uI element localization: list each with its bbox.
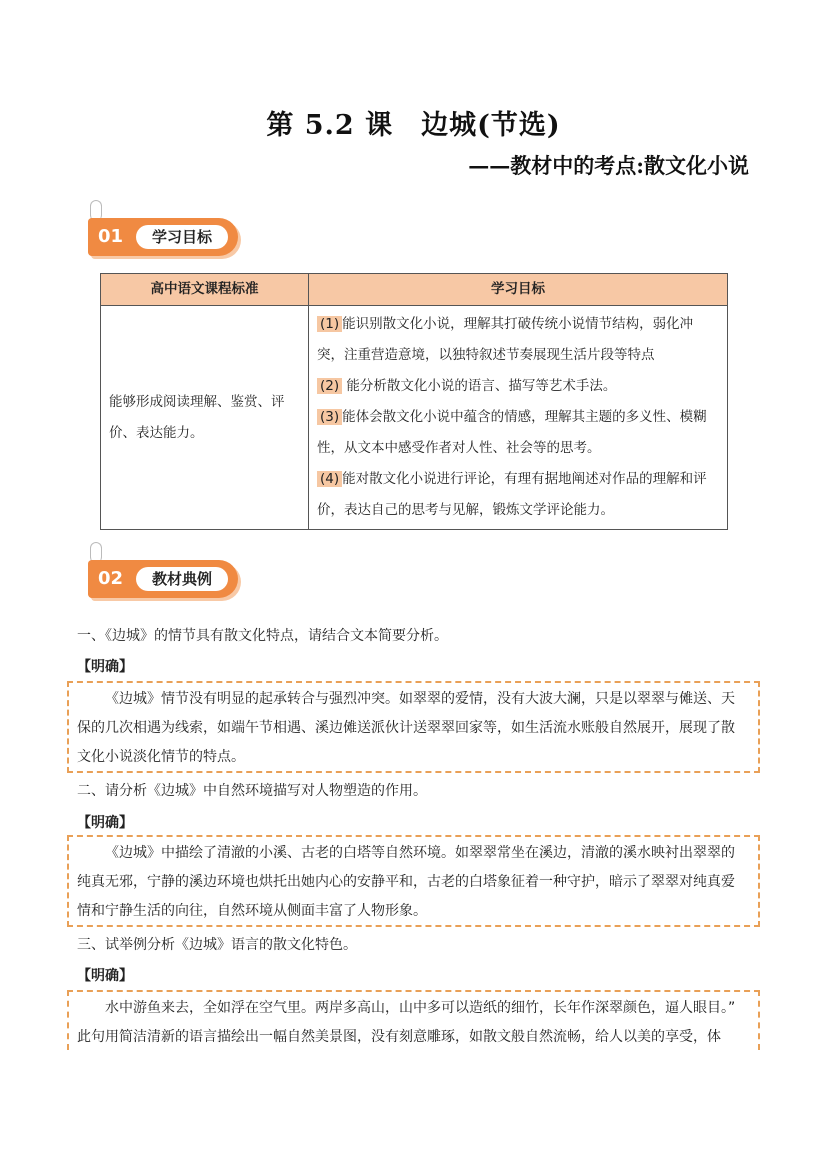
answer-text-1: 《边城》情节没有明显的起承转合与强烈冲突。如翠翠的爱情，没有大波大澜，只是以翠翠与傩送、天保的几次相遇为线索，如端午节相遇、溪边傩送派伙计送翠翠回家等，如生活流水账般自然展开，展现了散文化小说淡化情节的特点。 (77, 691, 735, 765)
question-2: 二、请分析《边城》中自然环境描写对人物塑造的作用。 (77, 783, 427, 799)
goal-item: (2) 能分析散文化小说的语言、描写等艺术手法。 (317, 371, 719, 402)
section-badge-goals (88, 212, 248, 260)
question-3: 三、试举例分析《边城》语言的散文化特色。 (77, 937, 357, 953)
goal-item: (4) 能对散文化小说进行评论，有理有据地阐述对作品的理解和评价，表达自己的思考与见解，锻炼文学评论能力。 (317, 471, 707, 518)
section-number: 02 (98, 568, 124, 589)
goal-item: (3) 能体会散文化小说中蕴含的情感，理解其主题的多义性、模糊性，从文本中感受作者对人性、社会等的思考。 (317, 409, 707, 456)
goal-marker: (2) (317, 378, 342, 394)
goal-item: (1) 能识别散文化小说，理解其打破传统小说情节结构，弱化冲突，注重营造意境，以独特叙述节奏展现生活片段等特点 (317, 316, 694, 363)
answer-label-3: 【明确】 (77, 968, 133, 984)
table-header-goals: 学习目标 (309, 274, 728, 306)
section-badge-examples (88, 554, 248, 602)
goals-cell (309, 306, 728, 530)
section-number: 01 (98, 226, 124, 247)
answer-text-2: 《边城》中描绘了清澈的小溪、古老的白塔等自然环境。如翠翠常坐在溪边，清澈的溪水映衬出翠翠的纯真无邪，宁静的溪边环境也烘托出她内心的安静平和，古老的白塔象征着一种守护，暗示了翠翠对纯真爱情和宁静生活的向往，自然环境从侧面丰富了人物形象。 (77, 845, 735, 919)
table-header-standard: 高中语文课程标准 (101, 274, 309, 306)
section-label: 教材典例 (136, 567, 228, 591)
answer-label-2: 【明确】 (77, 815, 133, 831)
question-1: 一、《边城》的情节具有散文化特点，请结合文本简要分析。 (77, 628, 448, 644)
goal-marker: (4) (317, 471, 342, 487)
goals-table (100, 273, 728, 530)
page-subtitle: ——教材中的考点:散文化小说 (468, 153, 749, 178)
goal-marker: (3) (317, 409, 342, 425)
answer-box-2 (67, 835, 760, 927)
answer-text-3-line1: 水中游鱼来去，全如浮在空气里。两岸多高山，山中多可以造纸的细竹，长年作深翠颜色，逼人眼目。” (105, 1000, 736, 1016)
answer-box-1 (67, 681, 760, 773)
answer-box-3 (67, 990, 760, 1050)
section-label: 学习目标 (136, 225, 228, 249)
answer-text-3-line2: 此句用简洁清新的语言描绘出一幅自然美景图，没有刻意雕琢，如散文般自然流畅，给人以美的享受，体 (77, 1029, 721, 1045)
page-title: 第 5.2 课 边城(节选) (266, 110, 561, 141)
goal-marker: (1) (317, 316, 342, 332)
answer-label-1: 【明确】 (77, 659, 133, 675)
standard-cell: 能够形成阅读理解、鉴赏、评价、表达能力。 (101, 306, 309, 530)
